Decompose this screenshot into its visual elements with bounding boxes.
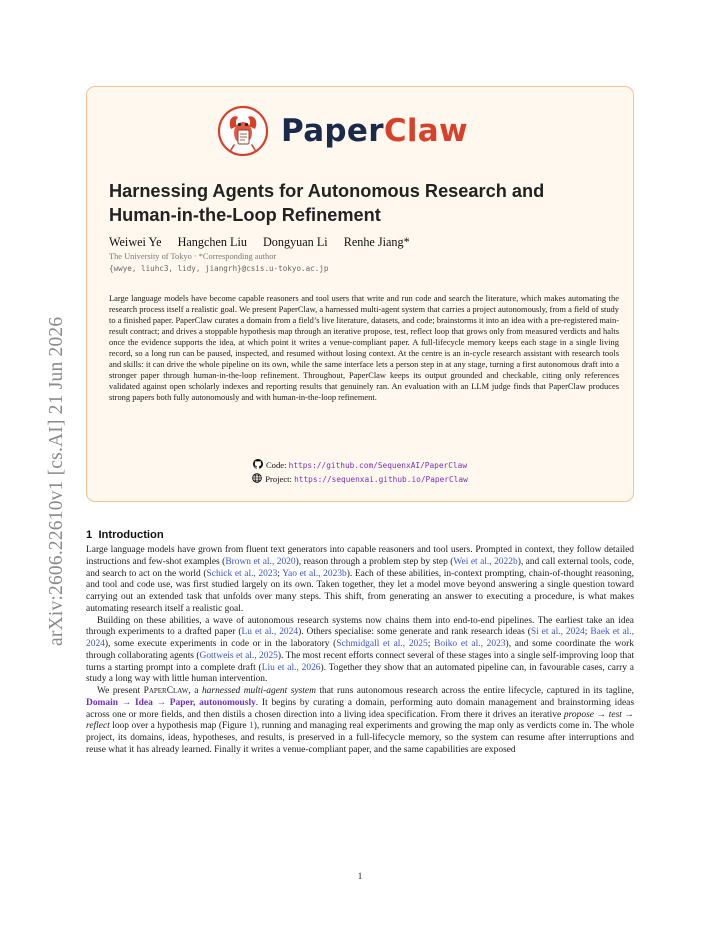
affiliation: The University of Tokyo · *Corresponding author [109,252,277,261]
project-link[interactable]: https://sequenxai.github.io/PaperClaw [294,475,468,484]
paragraph [86,616,634,687]
introduction-body [86,545,634,757]
abstract: Large language models have become capable reasoners and tool users that write and run code and search the literature, which makes automating the research process itself a realistic goal. We present PaperClaw, a harnessed multi-agent system that carries a project autonomously, from a field of study to a finished paper. PaperClaw curates a domain from a field’s live literature, datasets, and code; brainstorms it into an idea with a pre-registered main-result contract; and drives a stoppable hypothesis map through an iterative propose, test, reflect loop that grows only from measured verdicts and halts once the evidence supports the idea, at which point it writes a venue-compliant paper. A full-lifecycle memory keeps each stage in a single living record, so a long run can be paused, inspected, and resumed without losing context. At the centre is an in-cycle research assistant with research tools and skills: it can drive the whole pipeline on its own, while the same interface lets a person step in at any stage, turning a first autonomous draft into a stronger paper through human-in-the-loop refinement. Throughout, PaperClaw keeps its output grounded and checkable, citing only references validated against open scholarly indexes and reporting results that genuinely ran. An evaluation with an LLM judge finds that PaperClaw produces strong papers both fully autonomously and with human-in-the-loop refinement. [109,293,619,402]
lobster-claw-paper-logo-icon [217,105,269,157]
citation-link[interactable]: Gottweis et al., 2025 [199,650,278,661]
figure-reference-link[interactable]: 1 [249,721,254,732]
emphasis: harnessed multi-agent system [201,686,316,696]
text-run: . It begins by curating a domain, performing auto domain management and brainstorming ideas across one or more fields, and then distils a chosen direction into a living idea specification. From there it drives an iterative [86,697,634,720]
text-run: that runs autonomous research across the entire lifecycle, captured in its tagline, [315,686,634,696]
text-run: ), and some coordinate the work through collaborating agents ( [86,639,634,661]
page-number: 1 [357,871,363,881]
section-title: Introduction [98,529,164,541]
text-run: ). Others specialise: some generate and rank research ideas ( [298,627,531,638]
section-heading [86,529,164,541]
code-label: Code: [265,460,287,470]
code-link-row [87,459,633,470]
citation-link[interactable]: Baek et al., 2024 [86,627,634,649]
text-run: ), running and managing real experiments and growing the map only as verdicts come in. The whole project, its domains, ideas, hypotheses, and results, is preserved in a full-lifecycle memory, so the system can resume after interruptions and reuse what it has already learned. Finally it writes a venue-compliant paper, and the same capabilities are exposed [86,721,635,755]
citation-link[interactable]: Schick et al., 2023 [206,568,278,579]
author-emails: {wwye, liuhc3, lidy, jiangrh}@csis.u-tokyo.ac.jp [109,264,329,273]
citation-link[interactable]: Wei et al., 2022b [453,556,518,567]
brand-name [281,113,468,149]
paragraph [86,545,634,616]
citation-link[interactable]: Brown et al., 2020 [225,556,296,567]
tagline: Domain → Idea → Paper, autonomously [86,697,256,708]
author-list [109,235,423,250]
logo [217,103,468,159]
text-run: ). Each of these abilities, in-context prompting, chain-of-thought reasoning, and tool and code use, was first studied largely on its own. Taken together, they let a model move beyond answering a single question toward carrying out an extended task that unfolds over many steps. This shift, from generating an answer to executing a procedure, is what makes automating research itself a realistic goal. [86,568,634,614]
citation-link[interactable]: Boiko et al., 2023 [434,639,506,649]
text-run: ), reason through a problem step by step ( [295,556,454,567]
code-link[interactable]: https://github.com/SequenxAI/PaperClaw [288,461,468,470]
github-icon [253,459,263,469]
text-run: ; [277,568,283,579]
project-label: Project: [265,474,292,484]
text-run: , a [188,686,202,696]
system-name: PaperClaw [143,686,189,696]
text-run: Building on these abilities, a wave of autonomous research systems now chains them into end-to-end pipelines. The earliest take an idea through experiments to a drafted paper ( [86,615,634,638]
paragraph [86,686,634,757]
brand-name-part2: Claw [383,113,468,149]
citation-link[interactable]: Lu et al., 2024 [241,627,299,638]
citation-link[interactable]: Yao et al., 2023b [282,568,347,579]
citation-link[interactable]: Liu et al., 2026 [261,662,321,673]
text-run: ), some execute experiments in code or in the laboratory ( [104,639,337,649]
arxiv-identifier: arXiv:2606.22610v1 [cs.AI] 21 Jun 2026 [46,316,67,646]
title-abstract-box [86,86,634,502]
globe-icon [252,473,262,483]
brand-name-part1: Paper [281,113,384,149]
section-number: 1 [86,529,93,541]
paper-title: Harnessing Agents for Autonomous Research and Human-in-the-Loop Refinement [109,181,545,225]
author: Weiwei Ye [109,235,162,249]
text-run: ; [584,627,591,638]
text-run: loop over a hypothesis map (Figure [109,721,250,732]
emphasis: propose → test → reflect [86,709,634,732]
project-link-row [87,473,633,484]
text-run: Large language models have grown from fluent text generators into capable reasoners and tool users. Prompted in context, they follow detailed instructions and few-shot examples ( [86,545,634,567]
author: Renhe Jiang* [343,235,410,249]
text-run: ). Together they show that an automated pipeline can, in favourable cases, carry a study a long way with little human intervention. [86,662,634,685]
citation-link[interactable]: Si et al., 2024 [530,627,585,638]
arxiv-identifier-stamp [24,266,67,646]
author: Dongyuan Li [263,235,328,249]
text-run: ; [427,639,435,649]
text-run: ), and call external tools, code, and search to act on the world ( [86,556,635,579]
author: Hangchen Liu [177,235,247,249]
text-run: ). The most recent efforts connect several of these stages into a single self-improving loop that turns a starting prompt into a complete draft ( [86,650,635,673]
text-run: We present [97,686,144,696]
citation-link[interactable]: Schmidgall et al., 2025 [336,639,428,649]
